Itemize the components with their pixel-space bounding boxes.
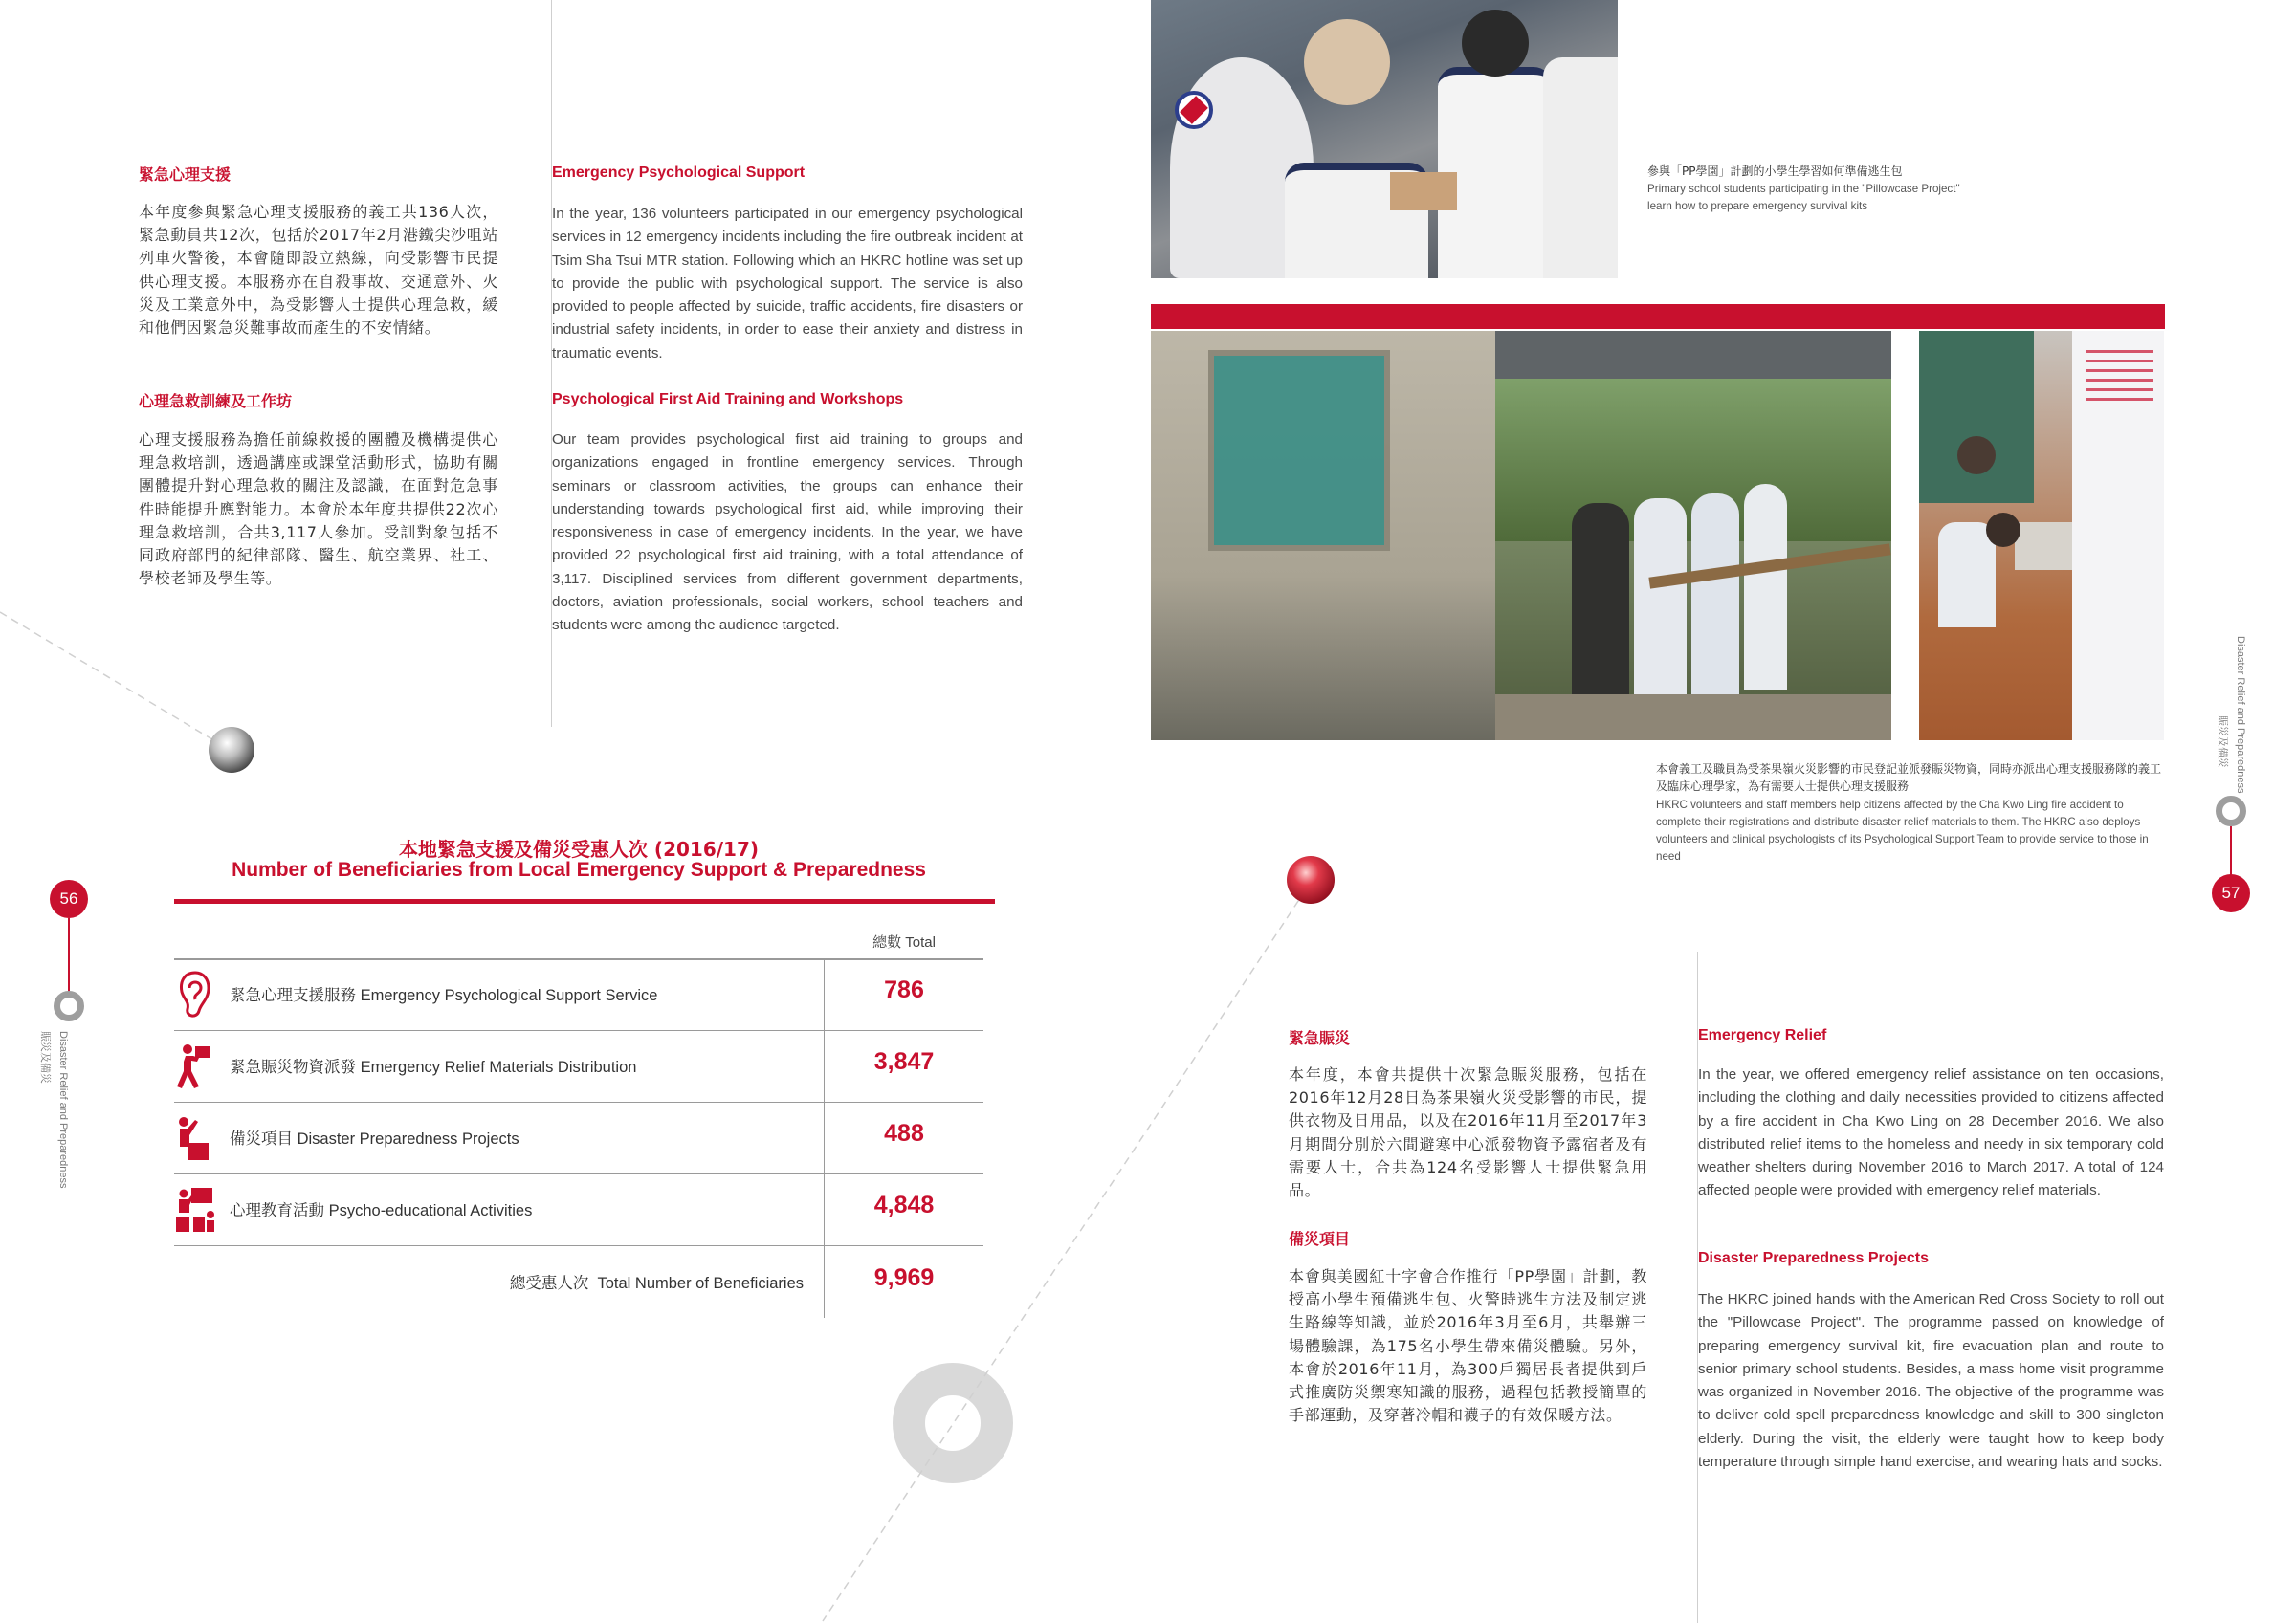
table-total-value: 9,969	[873, 1264, 935, 1291]
photo-caption-en: HKRC volunteers and staff members help citizens affected by the Cha Kwo Ling fire accident to complete their registrations and distribute disaster relief materials to them. The HKRC also deploys volunteers and clinical psychologists of its Psychological Support Team to provide service to those in need	[1656, 799, 2149, 863]
side-nav-line	[68, 918, 70, 995]
table-row-label: 緊急心理支援服務 Emergency Psychological Support Service	[230, 987, 658, 1004]
section-heading-zh: 心理急救訓練及工作坊	[139, 392, 293, 410]
table-row-label: 緊急賑災物資派發 Emergency Relief Materials Distribution	[230, 1059, 637, 1076]
person-carrying-box-icon	[174, 1041, 216, 1092]
table-row-value: 786	[884, 976, 924, 1003]
teacher-presentation-icon	[174, 1112, 216, 1164]
page-number: 57	[2212, 874, 2250, 912]
side-label-zh: 賑災及備災	[2217, 715, 2229, 768]
section-heading-zh: 備災項目	[1289, 1230, 1351, 1248]
side-nav-ring	[2216, 796, 2246, 826]
lecture-audience-icon	[174, 1184, 216, 1236]
section-heading-en: Psychological First Aid Training and Workshops	[552, 391, 904, 407]
ear-icon	[174, 969, 216, 1020]
table-row-label: 備災項目 Disaster Preparedness Projects	[230, 1130, 519, 1148]
decorative-sphere	[1287, 856, 1335, 904]
photo-caption-zh: 本會義工及職員為受茶果嶺火災影響的市民登記並派發賑災物資，同時亦派出心理支援服務隊的義工及臨床心理學家，為有需要人士提供心理支援服務	[1656, 762, 2162, 793]
section-body-en: In the year, we offered emergency relief assistance on ten occasions, including the clothing and daily necessities provided to citizens affected by a fire accident in Cha Kwo Ling on 28 December 2016. We also distributed relief items to the homeless and needy in six temporary cold weather shelters during November 2016 to March 2017. A total of 124 affected people were provided with emergency relief materials.	[1698, 1066, 2164, 1199]
table-row-value: 4,848	[873, 1192, 935, 1218]
side-nav-ring	[54, 991, 84, 1021]
table-total-label: 總受惠人次 Total Number of Beneficiaries	[509, 1275, 804, 1292]
side-label-en: Disaster Relief and Preparedness	[57, 1031, 69, 1189]
photo-registration-desk	[1919, 331, 2164, 740]
decorative-dashed-line	[0, 593, 220, 746]
photo-caption-zh: 參與「PP學園」計劃的小學生學習如何準備逃生包	[1647, 164, 1903, 178]
section-heading-zh: 緊急賑災	[1289, 1029, 1351, 1047]
table-total-header: 總數 Total	[872, 934, 936, 951]
section-heading-en: Emergency Relief	[1698, 1027, 1827, 1043]
section-body-zh: 本會與美國紅十字會合作推行「PP學園」計劃，教授高小學生預備逃生包、火警時逃生方法及制定逃生路線等知識，並於2016年3月至6月，共舉辦三場體驗課，為175名小學生帶來備災體驗。另外，本會於2016年11月，為300戶獨居長者提供到戶式推廣防災禦寒知識的服務，過程包括教授簡單的手部運動，及穿著冷帽和襪子的有效保暖方法。	[1289, 1267, 1647, 1425]
section-body-en: The HKRC joined hands with the American Red Cross Society to roll out the "Pillowcase Project". The programme passed on knowledge of preparing emergency survival kit, fire evacuation plan and route to senior primary school students. Besides, a mass home visit programme was organized in November 2016. The objective of the programme was to deliver cold spell preparedness knowledge and skill to 300 singleton elderly. During the visit, the elderly were taught how to keep body temperature through simple hand exercise, and wearing hats and socks.	[1698, 1291, 2164, 1471]
section-heading-en: Emergency Psychological Support	[552, 164, 806, 181]
table-title-zh: 本地緊急支援及備災受惠人次 (2016/17)	[398, 838, 760, 861]
section-heading-zh: 緊急心理支援	[139, 165, 232, 184]
section-body-en: In the year, 136 volunteers participated in our emergency psychological services in 12 emergency incidents including the fire outbreak incident at Tsim Sha Tsui MTR station. Following which an HKRC hotline was set up to provide the public with psychological support. The service is also provided to people affected by suicide, traffic accidents, fire disasters or industrial safety incidents, in order to ease their anxiety and distress in traumatic events.	[552, 206, 1023, 362]
side-label-zh: 賑災及備災	[39, 1031, 52, 1084]
photo-relief-distribution	[1151, 331, 1891, 740]
decorative-sphere	[209, 727, 254, 773]
table-row-label: 心理教育活動 Psycho-educational Activities	[230, 1202, 533, 1219]
side-label-en: Disaster Relief and Preparedness	[2235, 636, 2246, 794]
section-body-zh: 本年度參與緊急心理支援服務的義工共136人次，緊急動員共12次，包括於2017年2月港鐵尖沙咀站列車火警後，本會隨即設立熱線，向受影響市民提供心理支援。本服務亦在自殺事故、交通意外、火災及工業意外中，為受影響人士提供心理急救，緩和他們因緊急災難事故而產生的不安情緒。	[139, 203, 498, 338]
section-body-zh: 本年度，本會共提供十次緊急賑災服務，包括在2016年12月28日為茶果嶺火災受影響的市民，提供衣物及日用品，以及在2016年11月至2017年3月期間分別於六間避寒中心派發物資予露宿者及有需要人士，合共為124名受影響人士提供緊急用品。	[1289, 1065, 1647, 1200]
red-banner-bar	[1151, 304, 2165, 329]
photo-caption-en: Primary school students participating in the "Pillowcase Project" learn how to prepare emergency survival kits	[1647, 183, 1960, 212]
table-title-en: Number of Beneficiaries from Local Emergency Support & Preparedness	[232, 859, 926, 881]
column-divider	[1697, 952, 1698, 1623]
side-nav-line	[2230, 826, 2232, 878]
table-row-value: 488	[884, 1120, 924, 1147]
photo-students-survival-kit	[1151, 0, 1618, 278]
section-body-zh: 心理支援服務為擔任前線救援的團體及機構提供心理急救培訓，透過講座或課堂活動形式，協助有關團體提升對心理急救的關注及認識，在面對危急事件時能提升應對能力。本會於本年度共提供22次心理急救培訓，合共3,117人參加。受訓對象包括不同政府部門的紀律部隊、醫生、航空業界、社工、學校老師及學生等。	[139, 430, 498, 588]
section-body-en: Our team provides psychological first aid training to groups and organizations engaged in frontline emergency services. Through seminars or classroom activities, the groups can enhance their understanding towards psychological first aid, while improving their responsiveness in case of emergency incidents. In the year, we have provided 22 psychological first aid training, with a total attendance of 3,117. Disciplined services from different government departments, doctors, aviation professionals, social workers, school teachers and students were among the audience targeted.	[552, 431, 1023, 634]
page-number: 56	[50, 880, 88, 918]
table-row-value: 3,847	[873, 1048, 935, 1075]
decorative-dashed-line	[813, 889, 1311, 1623]
section-heading-en: Disaster Preparedness Projects	[1698, 1250, 1930, 1266]
